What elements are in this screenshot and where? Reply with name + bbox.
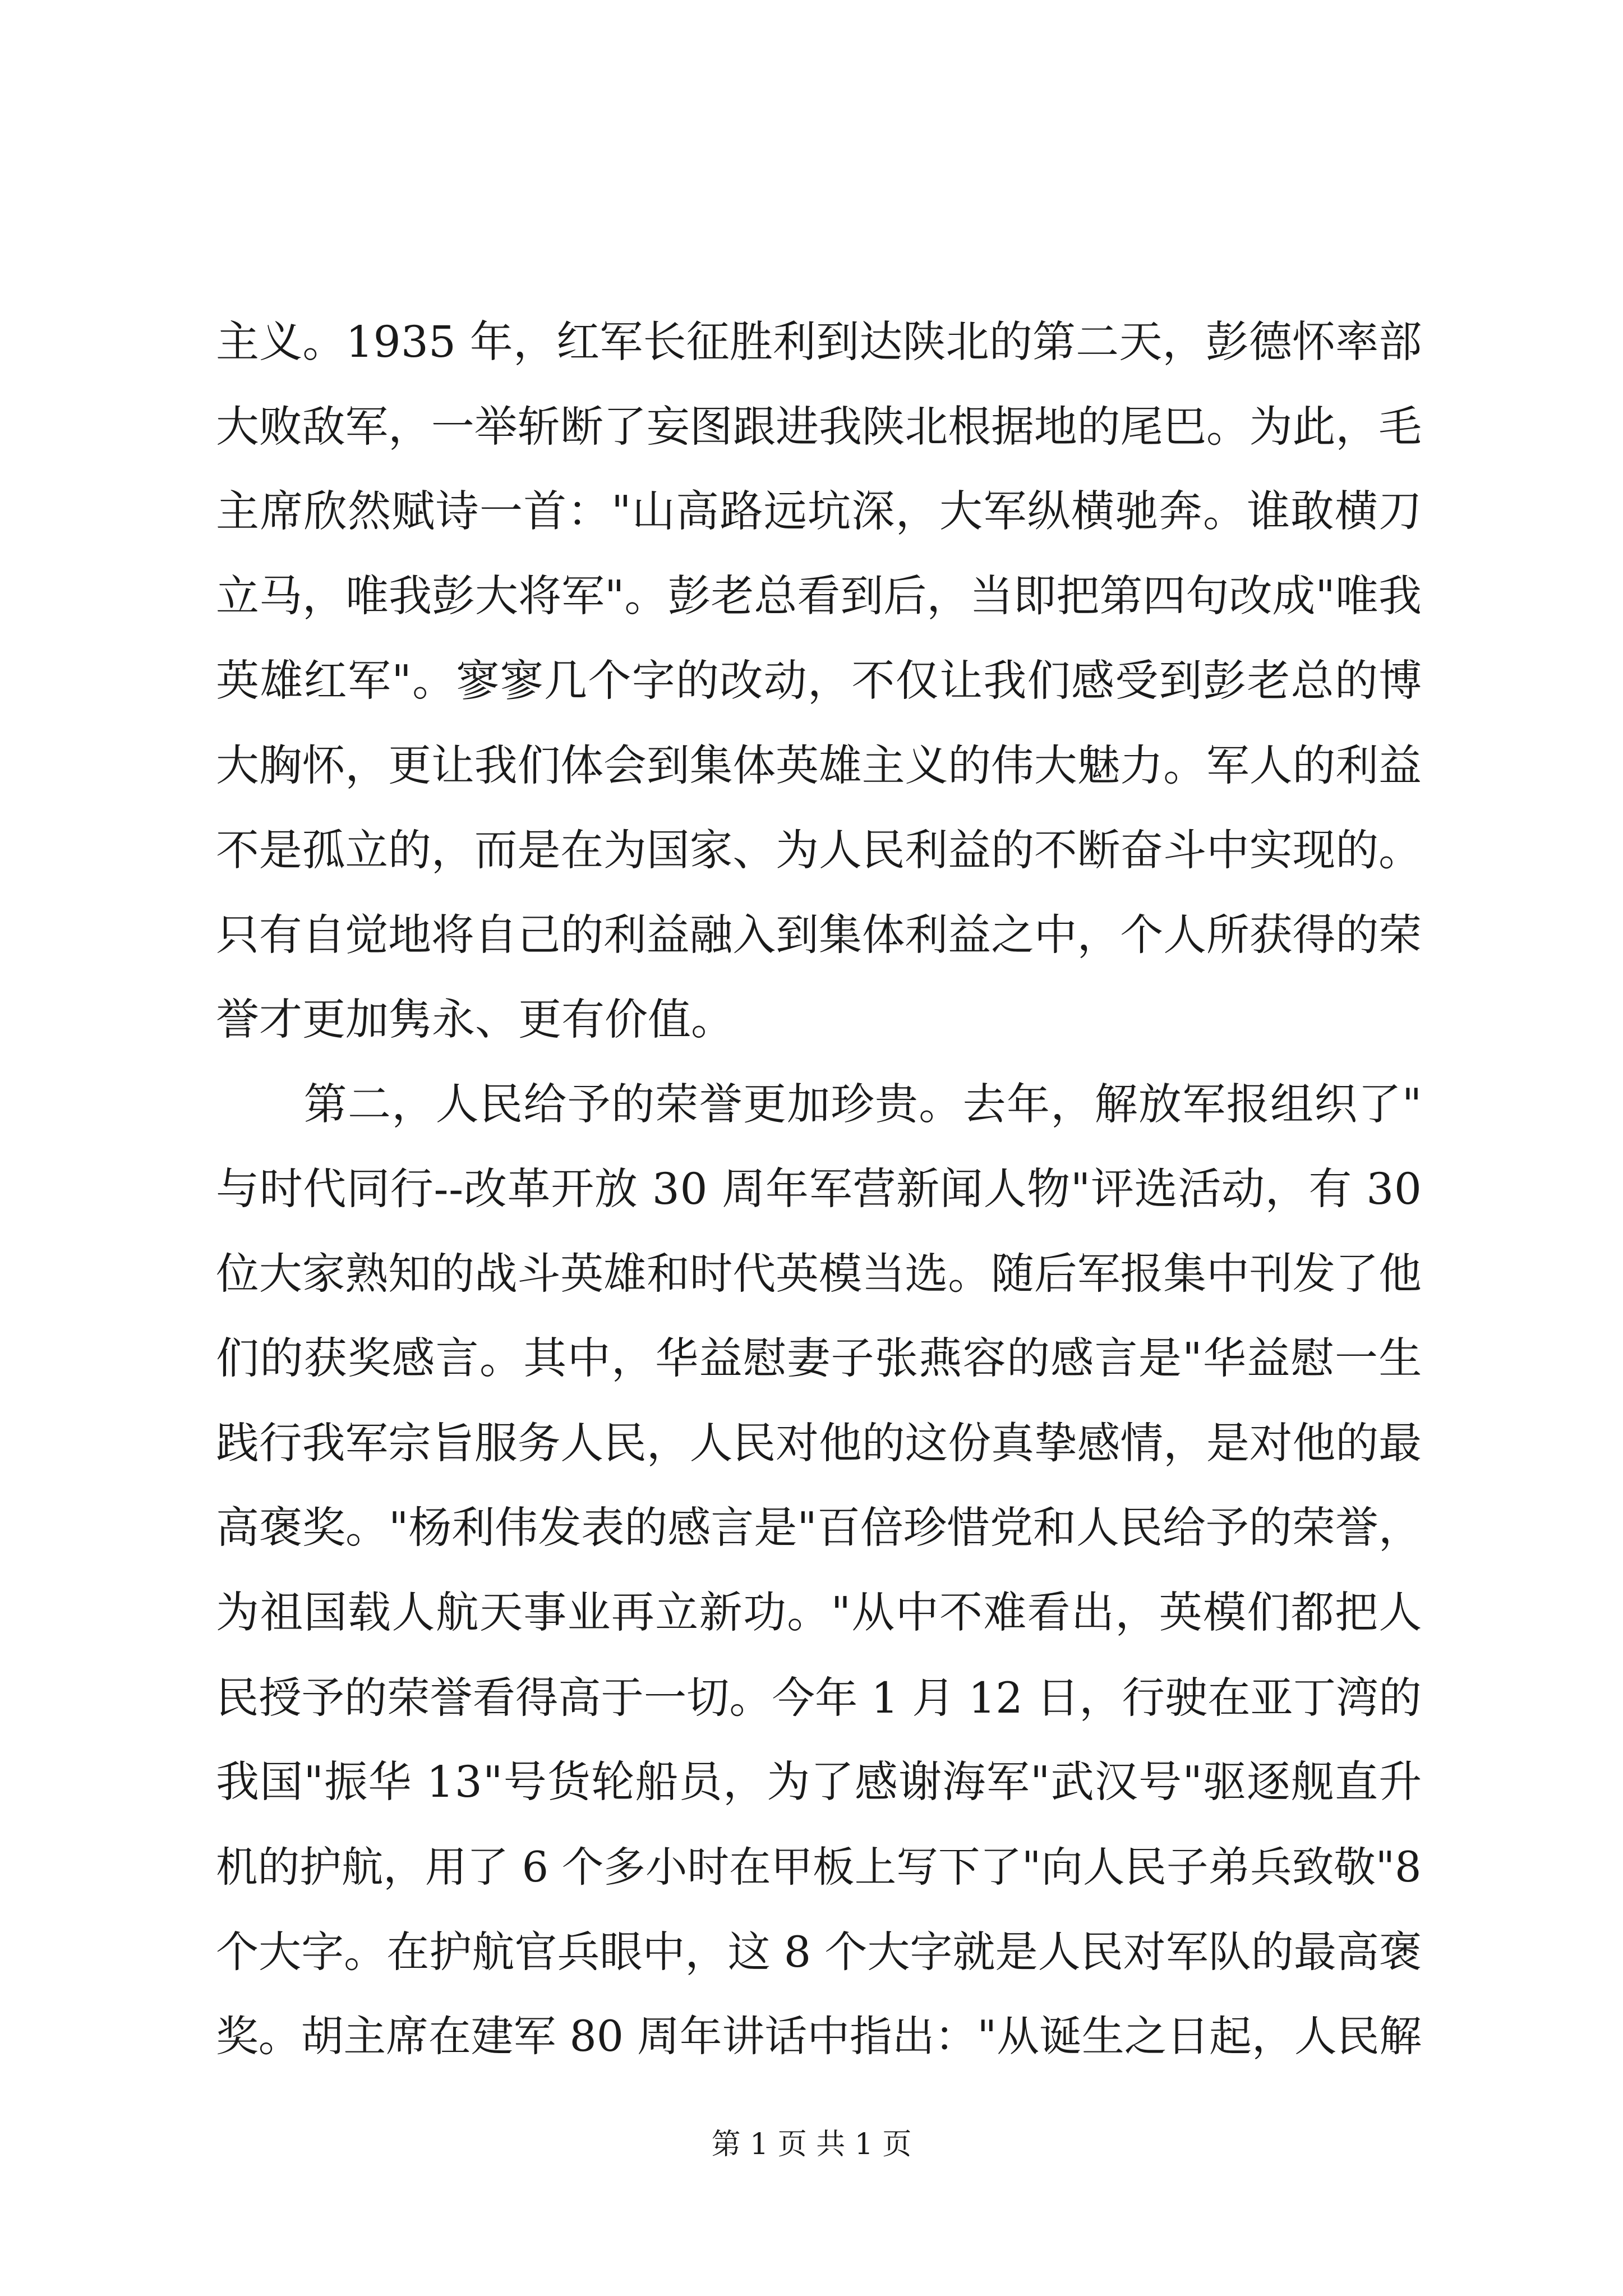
text-line: 誉才更加隽永、更有价值。 xyxy=(216,995,734,1045)
text-line: 我国"振华 13"号货轮船员，为了感谢海军"武汉号"驱逐舰直升 xyxy=(216,1757,1423,1807)
text-line: 们的获奖感言。其中，华益慰妻子张燕容的感言是"华益慰一生 xyxy=(216,1334,1423,1384)
text-line: 主义。1935 年，红军长征胜利到达陕北的第二天，彭德怀率部 xyxy=(216,318,1422,367)
text-line: 奖。胡主席在建军 80 周年讲话中指出："从诞生之日起，人民解 xyxy=(216,2012,1422,2061)
text-line: 为祖国载人航天事业再立新功。"从中不难看出，英模们都把人 xyxy=(216,1588,1423,1638)
text-line: 大胸怀，更让我们体会到集体英雄主义的伟大魅力。军人的利益 xyxy=(216,741,1422,791)
page-footer: 第 1 页 共 1 页 xyxy=(711,2128,912,2161)
text-line: 践行我军宗旨服务人民，人民对他的这份真挚感情，是对他的最 xyxy=(216,1419,1422,1469)
text-line: 主席欣然赋诗一首："山高路远坑深，大军纵横驰奔。谁敢横刀 xyxy=(216,487,1423,537)
text-line: 与时代同行--改革开放 30 周年军营新闻人物"评选活动，有 30 xyxy=(216,1165,1422,1214)
text-line: 民授予的荣誉看得高于一切。今年 1 月 12 日，行驶在亚丁湾的 xyxy=(216,1673,1422,1723)
text-line: 不是孤立的，而是在为国家、为人民利益的不断奋斗中实现的。 xyxy=(216,826,1422,876)
text-line: 第二，人民给予的荣誉更加珍贵。去年，解放军报组织了" xyxy=(216,1080,1423,1130)
text-line: 大败敌军，一举斩断了妄图跟进我陕北根据地的尾巴。为此，毛 xyxy=(216,402,1422,452)
text-line: 立马，唯我彭大将军"。彭老总看到后，当即把第四句改成"唯我 xyxy=(216,572,1422,622)
text-line: 个大字。在护航官兵眼中，这 8 个大字就是人民对军队的最高褒 xyxy=(216,1927,1422,1977)
text-line: 高褒奖。"杨利伟发表的感言是"百倍珍惜党和人民给予的荣誉， xyxy=(216,1503,1422,1553)
text-line: 机的护航，用了 6 个多小时在甲板上写下了"向人民子弟兵致敬"8 xyxy=(216,1843,1422,1892)
body-text xyxy=(216,300,1422,2079)
text-line: 英雄红军"。寥寥几个字的改动，不仅让我们感受到彭老总的博 xyxy=(216,656,1423,706)
text-line: 只有自觉地将自己的利益融入到集体利益之中，个人所获得的荣 xyxy=(216,910,1422,960)
text-line: 位大家熟知的战斗英雄和时代英模当选。随后军报集中刊发了他 xyxy=(216,1249,1422,1299)
